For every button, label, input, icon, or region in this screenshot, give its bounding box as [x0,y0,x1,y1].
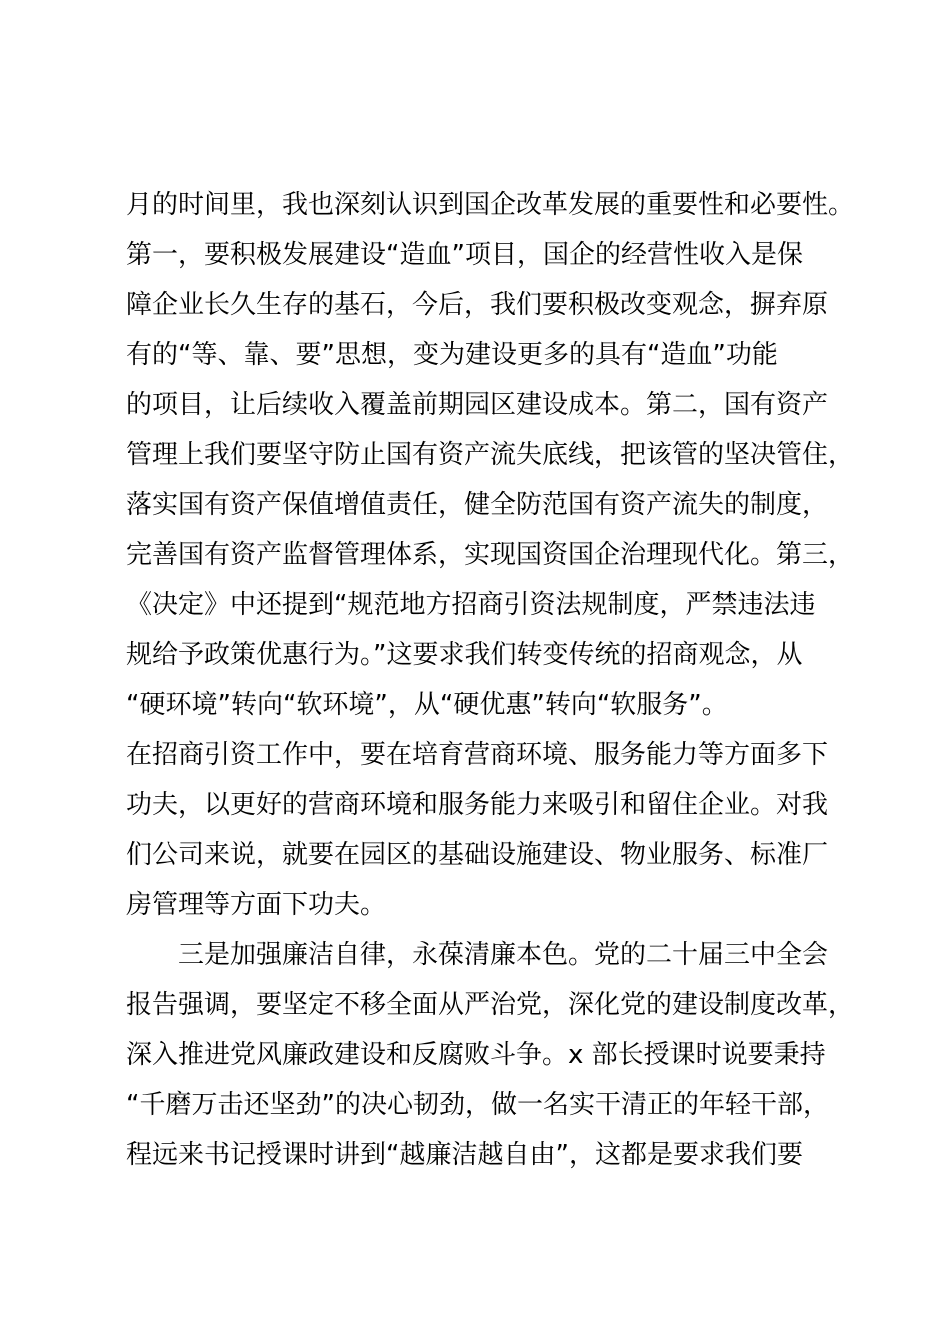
text-line: 报告强调，要坚定不移全面从严治党，深化党的建设制度改革， [126,990,855,1020]
text-line: 《决定》中还提到“规范地方招商引资法规制度，严禁违法违 [126,590,816,620]
paragraph-start-line: 三是加强廉洁自律，永葆清廉本色。党的二十届三中全会 [178,940,829,970]
text-line: “硬环境”转向“软环境”，从“硬优惠”转向“软服务”。 [126,690,728,720]
text-line: 有的“等、靠、要”思想，变为建设更多的具有“造血”功能 [126,340,778,370]
text-line: 落实国有资产保值增值责任，健全防范国有资产流失的制度， [126,490,829,520]
text-line: 程远来书记授课时讲到“越廉洁越自由”，这都是要求我们要 [126,1140,803,1170]
text-line: 障企业长久生存的基石，今后，我们要积极改变观念，摒弃原 [126,290,829,320]
text-line: 深入推进党风廉政建设和反腐败斗争。x 部长授课时说要秉持 [126,1040,826,1070]
text-line: 功夫，以更好的营商环境和服务能力来吸引和留住企业。对我 [126,790,829,820]
text-line: 规给予政策优惠行为。”这要求我们转变传统的招商观念，从 [126,640,803,670]
text-line: 在招商引资工作中，要在培育营商环境、服务能力等方面多下 [126,740,829,770]
text-line: 管理上我们要坚守防止国有资产流失底线，把该管的坚决管住， [126,440,855,470]
text-line: 的项目，让后续收入覆盖前期园区建设成本。第二，国有资产 [126,390,829,420]
text-line: 房管理等方面下功夫。 [126,890,387,920]
text-line: 完善国有资产监督管理体系，实现国资国企治理现代化。第三， [126,540,855,570]
text-line: 们公司来说，就要在园区的基础设施建设、物业服务、标准厂 [126,840,829,870]
text-line: 月的时间里，我也深刻认识到国企改革发展的重要性和必要性。 [126,190,855,220]
text-line: 第一，要积极发展建设“造血”项目，国企的经营性收入是保 [126,240,803,270]
body-text [126,180,866,1180]
text-line: “千磨万击还坚劲”的决心韧劲，做一名实干清正的年轻干部， [126,1090,829,1120]
